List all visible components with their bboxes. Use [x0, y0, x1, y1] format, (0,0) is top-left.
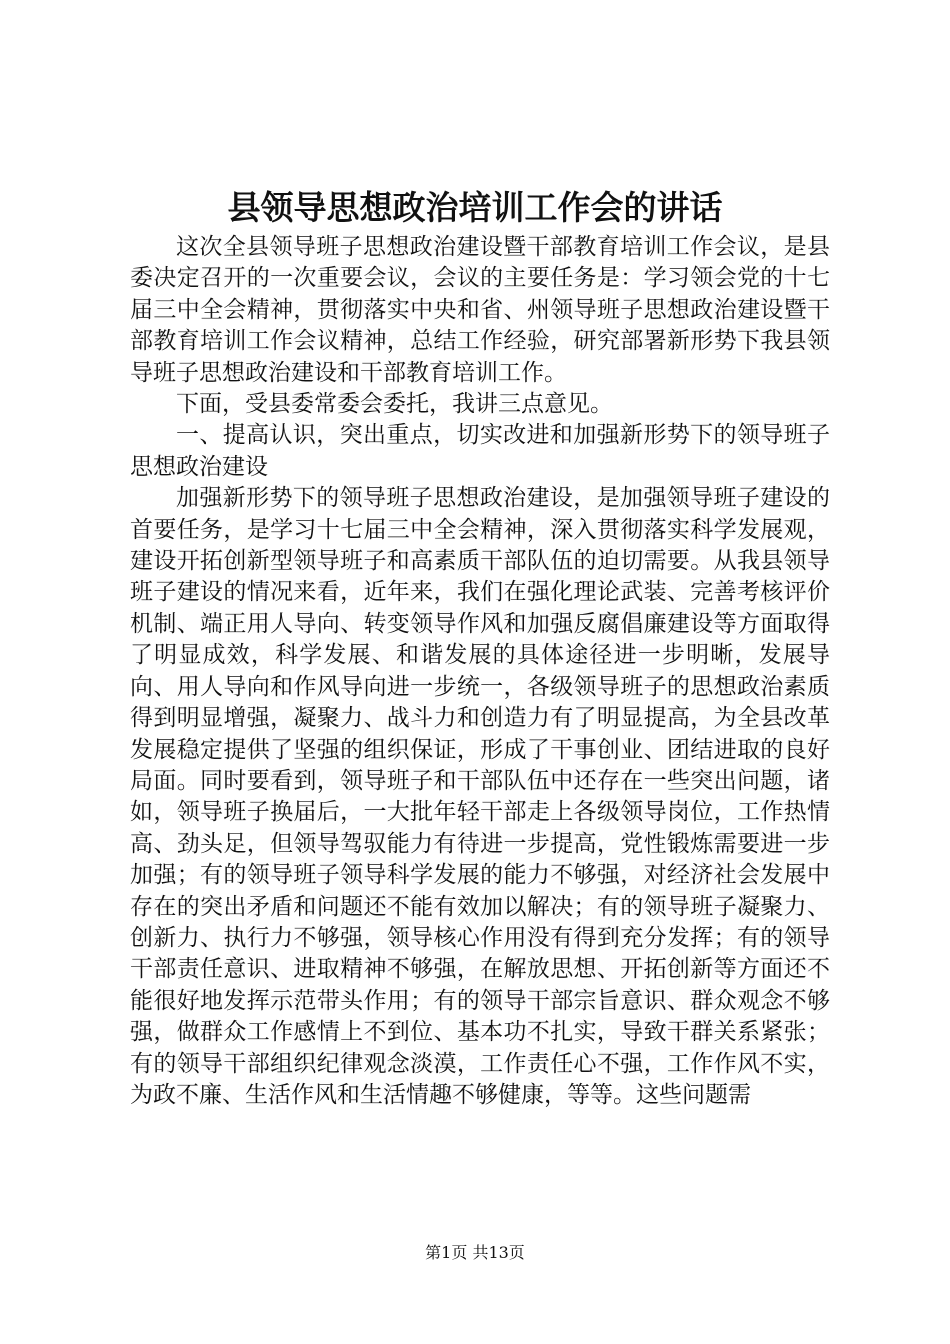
paragraph-transition: 下面，受县委常委会委托，我讲三点意见。 — [176, 391, 613, 418]
paragraph-section-1-body: 加强新形势下的领导班子思想政治建设，是加强领导班子建设的首要任务，是学习十七届三中全会精神，深入贯彻落实科学发展观，建设开拓创新型领导班子和高素质干部队伍的迫切需要。从我县领导班子建设的情况来看，近年来，我们在强化理论武装、完善考核评价机制、端正用人导向、转变领导作风和加强反腐倡廉建设等方面取得了明显成效，科学发展、和谐发展的具体途径进一步明晰，发展导向、用人导向和作风导向进一步统一，各级领导班子的思想政治素质得到明显增强，凝聚力、战斗力和创造力有了明显提高，为全县改革发展稳定提供了坚强的组织保证，形成了干事创业、团结进取的良好局面。同时要看到，领导班子和干部队伍中还存在一些突出问题，诸如，领导班子换届后，一大批年轻干部走上各级领导岗位，工作热情高、劲头足，但领导驾驭能力有待进一步提高，党性锻炼需要进一步加强；有的领导班子领导科学发展的能力不够强，对经济社会发展中存在的突出矛盾和问题还不能有效加以解决；有的领导班子凝聚力、创新力、执行力不够强，领导核心作用没有得到充分发挥；有的领导干部责任意识、进取精神不够强，在解放思想、开拓创新等方面还不能很好地发挥示范带头作用；有的领导干部宗旨意识、群众观念不够强，做群众工作感情上不到位、基本功不扎实，导致干群关系紧张；有的领导干部组织纪律观念淡漠，工作责任心不强，工作作风不实，为政不廉、生活作风和生活情趣不够健康，等等。这些问题需 — [130, 485, 830, 1108]
page-number-footer: 第1页 共13页 — [425, 1243, 525, 1262]
document-title: 县领导思想政治培训工作会的讲话 — [227, 188, 723, 227]
document-body — [130, 232, 830, 1111]
paragraph-intro: 这次全县领导班子思想政治建设暨干部教育培训工作会议，是县委决定召开的一次重要会议，会议的主要任务是：学习领会党的十七届三中全会精神，贯彻落实中央和省、州领导班子思想政治建设暨干部教育培训工作会议精神，总结工作经验，研究部署新形势下我县领导班子思想政治建设和干部教育培训工作。 — [130, 234, 830, 386]
section-heading-1: 一、提高认识，突出重点，切实改进和加强新形势下的领导班子思想政治建设 — [130, 422, 830, 480]
